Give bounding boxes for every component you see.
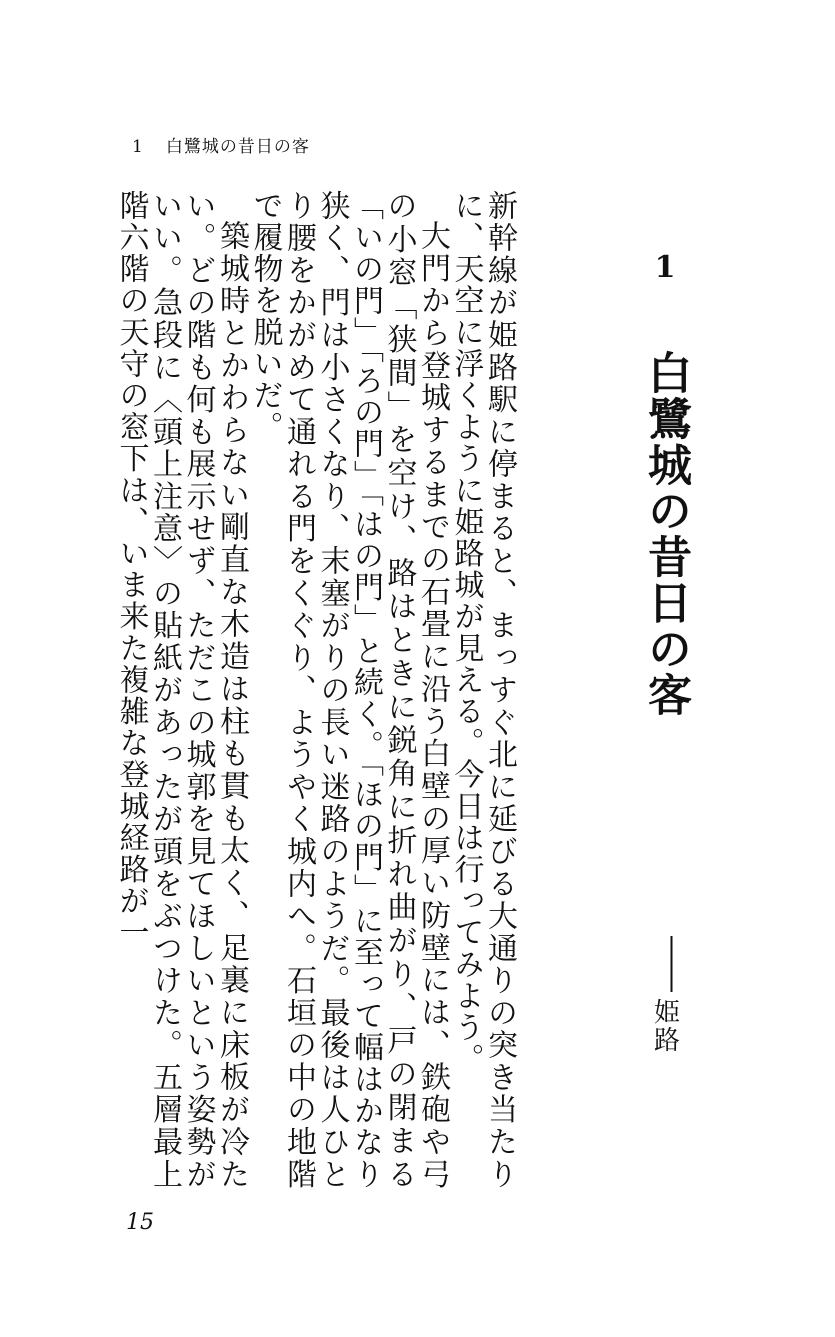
body-text	[96, 190, 516, 1190]
paragraph-2: 大門から登城するまでの石畳に沿う白壁の厚い防壁には、鉄砲や弓の小窓「狭間」を空け、路はときに鋭角に折れ曲がり、戸の閉まる「いの門」「ろの門」「はの門」と続く。「ほの門」に至って幅はかなり狭く、門は小さくなり、末塞がりの長い迷路のようだ。最後は人ひとり腰をかがめて通れる門をくぐり、ようやく城内へ。石垣の中の地階で履物を脱いだ。	[247, 190, 450, 1190]
running-head-title: 白鷺城の昔日の客	[165, 137, 310, 157]
running-head	[132, 132, 310, 157]
chapter-number: 1	[654, 250, 676, 285]
running-head-number: 1	[132, 137, 144, 157]
chapter-dash	[671, 936, 673, 992]
paragraph-1: 新幹線が姫路駅に停まると、まっすぐ北に延びる大通りの突き当たりに、天空に浮くように姫路城が見える。今日は行ってみよう。	[448, 190, 517, 1190]
chapter-title	[640, 350, 691, 718]
chapter-subtitle-wrap	[647, 930, 684, 1054]
chapter-heading	[620, 250, 710, 1054]
chapter-subtitle: 姫路	[649, 998, 680, 1054]
chapter-title-text: 白鷺城の昔日の客	[640, 350, 691, 718]
page-number: 15	[126, 1210, 154, 1235]
paragraph-3: 築城時とかわらない剛直な木造は柱も貫も太く、足裏に床板が冷たい。どの階も何も展示せず、ただこの城郭を見てほしいという姿勢がいい。急段に〈頭上注意〉の貼紙があったが頭をぶつけた。五層最上階六階の天守の窓下は、いま来た複雑な登城経路が一	[113, 190, 249, 1190]
